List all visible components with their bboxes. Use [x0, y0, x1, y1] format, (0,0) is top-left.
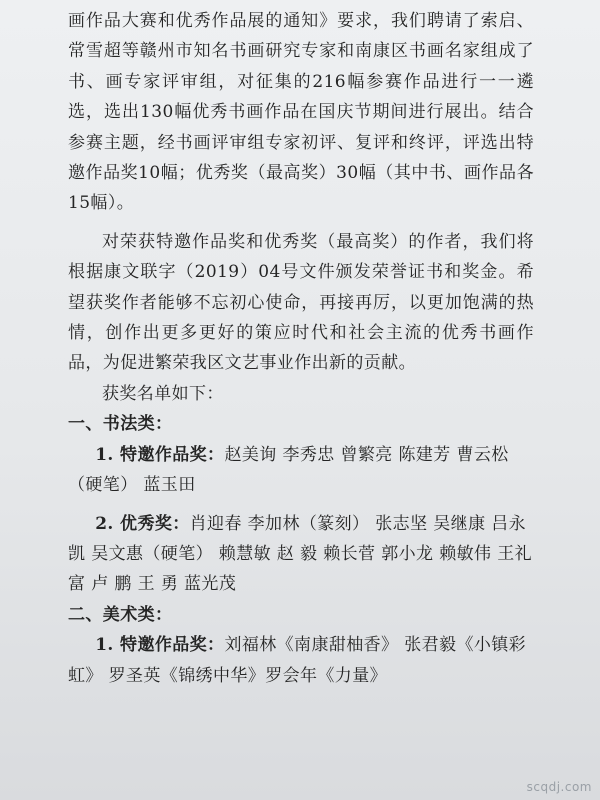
award-names: 刘福林《南康甜柚香》 张君毅《小镇彩虹》 罗圣英《锦绣中华》罗会年《力量》	[68, 635, 527, 686]
award-fine-arts-special	[68, 630, 534, 691]
document-body	[68, 6, 534, 691]
award-calligraphy-excellent	[68, 509, 534, 600]
section-title-fine-arts: 二、美术类：	[68, 604, 173, 625]
watermark-text: scqdj.com	[526, 780, 592, 794]
award-label: 2. 优秀奖：	[95, 513, 190, 534]
award-names: 肖迎春 李加林（篆刻） 张志坚 吴继康 吕永凯 吴文惠（硬笔） 赖慧敏 赵 毅 赖长菅 郭小龙 赖敏伟 王礼富 卢 鹏 王 勇 蓝光茂	[68, 513, 533, 595]
paragraph-gap	[68, 501, 534, 509]
list-intro: 获奖名单如下：	[102, 383, 224, 404]
second-paragraph: 对荣获特邀作品奖和优秀奖（最高奖）的作者，我们将根据康文联字（2019）04号文件颁发荣誉证书和奖金。希望获奖作者能够不忘初心使命，再接再厉，以更加饱满的热情，创作出更多更好的策应时代和社会主流的优秀书画作品，为促进繁荣我区文艺事业作出新的贡献。	[68, 231, 534, 374]
award-calligraphy-special	[68, 440, 534, 501]
award-label: 1. 特邀作品奖：	[95, 444, 225, 465]
paragraph-gap	[68, 219, 534, 227]
section-title-calligraphy: 一、书法类：	[68, 414, 173, 435]
award-names: 赵美询 李秀忠 曾繁亮 陈建芳 曹云松（硬笔） 蓝玉田	[68, 444, 509, 496]
intro-paragraph: 画作品大赛和优秀作品展的通知》要求，我们聘请了索启、常雪超等赣州市知名书画研究专家和南康区书画名家组成了书、画专家评审组，对征集的216幅参赛作品进行一一遴选，选出130幅优秀书画作品在国庆节期间进行展出。结合参赛主题，经书画评审组专家初评、复评和终评，评选出特邀作品奖10幅；优秀奖（最高奖）30幅（其中书、画作品各15幅）。	[68, 11, 534, 214]
award-label: 1. 特邀作品奖：	[95, 635, 225, 656]
